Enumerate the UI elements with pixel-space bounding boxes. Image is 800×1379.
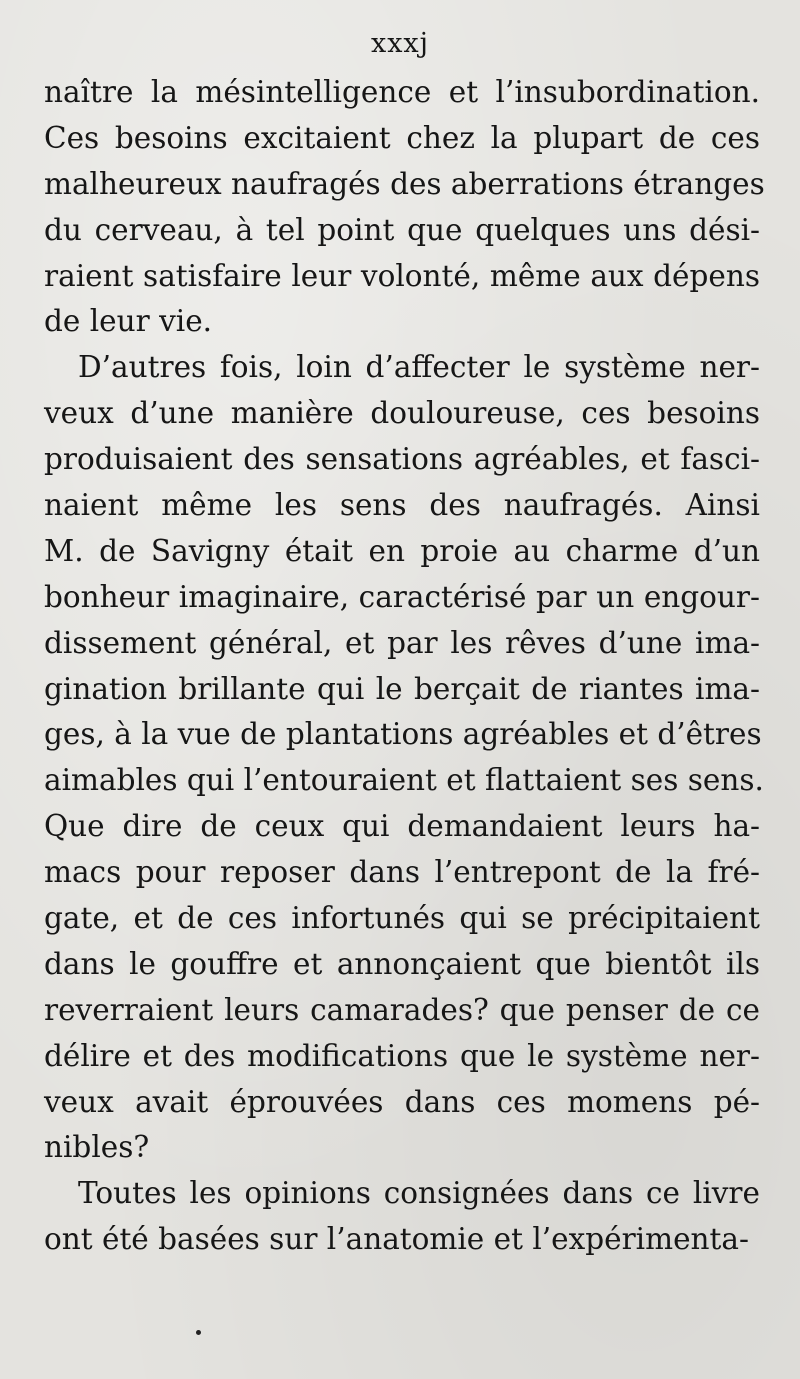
ink-speck: [196, 1330, 201, 1335]
text-line: aimables qui l’entouraient et flattaient ses sens.: [44, 763, 764, 798]
text-line: macs pour reposer dans l’entrepont de la fré-: [44, 855, 760, 890]
text-line: veux avait éprouvées dans ces momens pé-: [44, 1084, 760, 1119]
page-number: xxxj: [370, 28, 430, 59]
text-line: raient satisfaire leur volonté, même aux dépens: [44, 258, 760, 293]
text-line: Ces besoins excitaient chez la plupart de ces: [44, 120, 760, 155]
text-line: ont été basées sur l’anatomie et l’expérimenta-: [44, 1222, 749, 1257]
text-line: D’autres fois, loin d’affecter le système ner-: [78, 350, 760, 385]
text-line: produisaient des sensations agréables, et fasci-: [44, 442, 760, 477]
body-text: [44, 70, 765, 1263]
text-line: gate, et de ces infortunés qui se précipitaient: [44, 901, 760, 936]
paragraph: [44, 345, 764, 1171]
paragraph: [44, 70, 765, 345]
text-line: bonheur imaginaire, caractérisé par un engour-: [44, 579, 760, 614]
text-line: Toutes les opinions consignées dans ce livre: [78, 1176, 760, 1211]
text-line: nibles?: [44, 1130, 150, 1165]
text-line: gination brillante qui le berçait de riantes ima-: [44, 671, 760, 706]
text-line: reverraient leurs camarades? que penser de ce: [44, 992, 760, 1027]
text-line: veux d’une manière douloureuse, ces besoins: [44, 396, 760, 431]
text-line: délire et des modifications que le système ner-: [44, 1038, 760, 1073]
text-line: ges, à la vue de plantations agréables et d’êtres: [44, 717, 762, 752]
text-line: malheureux naufragés des aberrations étranges: [44, 166, 765, 201]
text-line: de leur vie.: [44, 304, 213, 339]
text-line: dans le gouffre et annonçaient que bientôt ils: [44, 946, 760, 981]
text-line: naître la mésintelligence et l’insubordination.: [44, 75, 760, 109]
paragraph: [44, 1171, 760, 1263]
text-line: dissement général, et par les rêves d’une ima-: [44, 625, 760, 660]
text-line: M. de Savigny était en proie au charme d’un: [44, 533, 760, 568]
text-line: naient même les sens des naufragés. Ainsi: [44, 488, 760, 523]
text-line: du cerveau, à tel point que quelques uns dési-: [44, 212, 760, 247]
text-line: Que dire de ceux qui demandaient leurs ha-: [44, 809, 760, 844]
